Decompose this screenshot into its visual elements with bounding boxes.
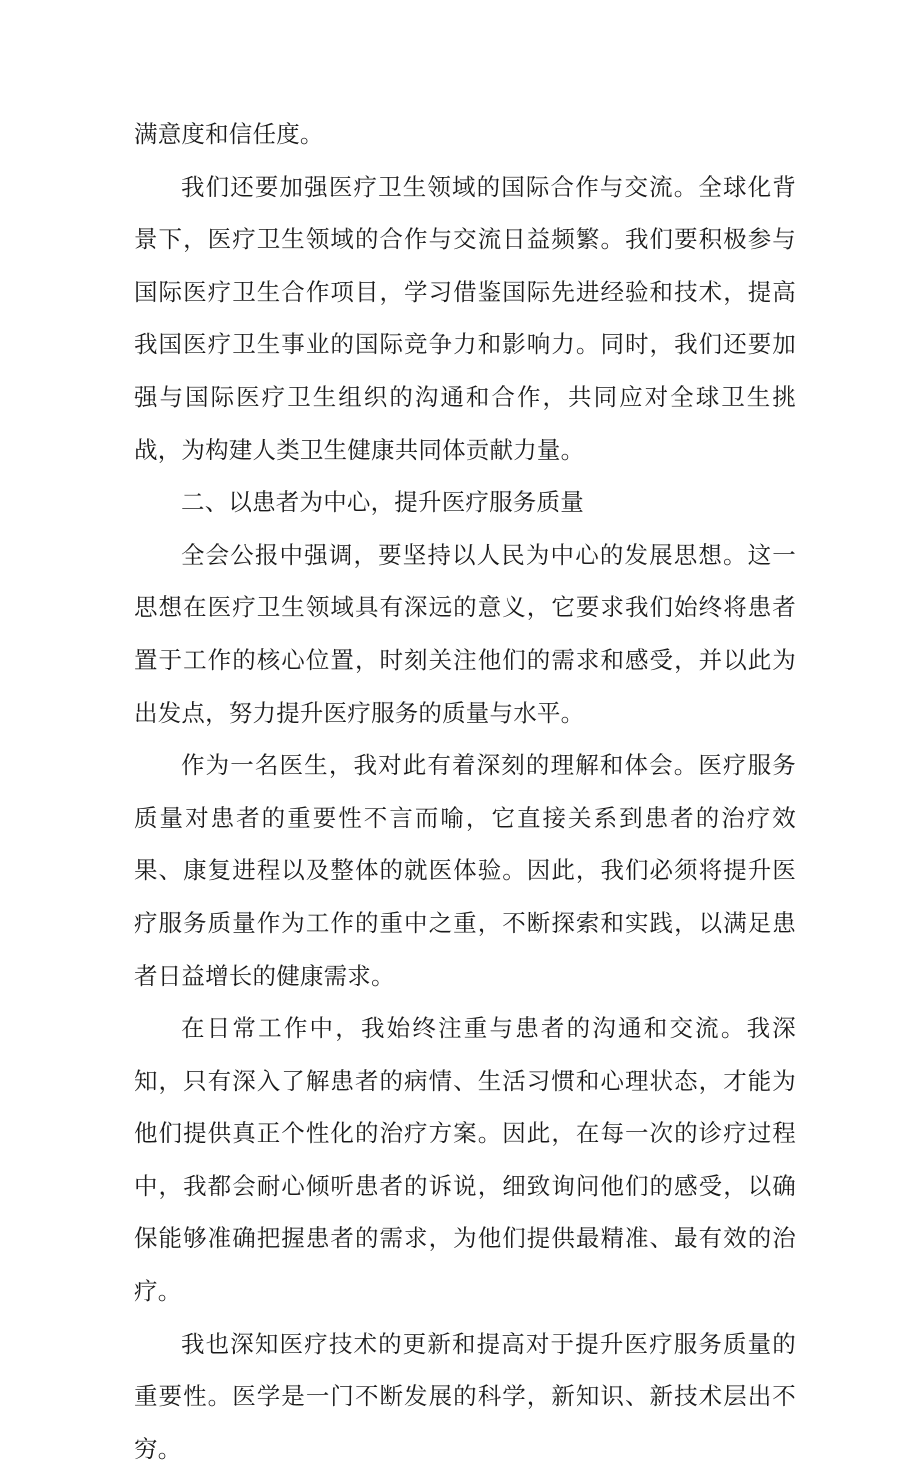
paragraph-technology: 我也深知医疗技术的更新和提高对于提升医疗服务质量的重要性。医学是一门不断发展的科学，新知识、新技术层出不穷。 — [134, 1329, 796, 1463]
paragraph-doctor-reflection: 作为一名医生，我对此有着深刻的理解和体会。医疗服务质量对患者的重要性不言而喻，它直接关系到患者的治疗效果、康复进程以及整体的就医体验。因此，我们必须将提升医疗服务质量作为工作的重中之重，不断探索和实践，以满足患者日益增长的健康需求。 — [134, 751, 796, 990]
paragraph-continuation: 满意度和信任度。 — [134, 120, 324, 148]
document-body — [134, 108, 796, 1475]
paragraph-international-cooperation: 我们还要加强医疗卫生领域的国际合作与交流。全球化背景下，医疗卫生领域的合作与交流日益频繁。我们要积极参与国际医疗卫生合作项目，学习借鉴国际先进经验和技术，提高我国医疗卫生事业的国际竞争力和影响力。同时，我们还要加强与国际医疗卫生组织的沟通和合作，共同应对全球卫生挑战，为构建人类卫生健康共同体贡献力量。 — [134, 172, 796, 464]
section-heading: 二、以患者为中心，提升医疗服务质量 — [181, 488, 584, 517]
paragraph-people-centered: 全会公报中强调，要坚持以人民为中心的发展思想。这一思想在医疗卫生领域具有深远的意义，它要求我们始终将患者置于工作的核心位置，时刻关注他们的需求和感受，并以此为出发点，努力提升医疗服务的质量与水平。 — [134, 540, 796, 727]
paragraph-communication: 在日常工作中，我始终注重与患者的沟通和交流。我深知，只有深入了解患者的病情、生活习惯和心理状态，才能为他们提供真正个性化的治疗方案。因此，在每一次的诊疗过程中，我都会耐心倾听患者的诉说，细致询问他们的感受，以确保能够准确把握患者的需求，为他们提供最精准、最有效的治疗。 — [134, 1014, 796, 1306]
